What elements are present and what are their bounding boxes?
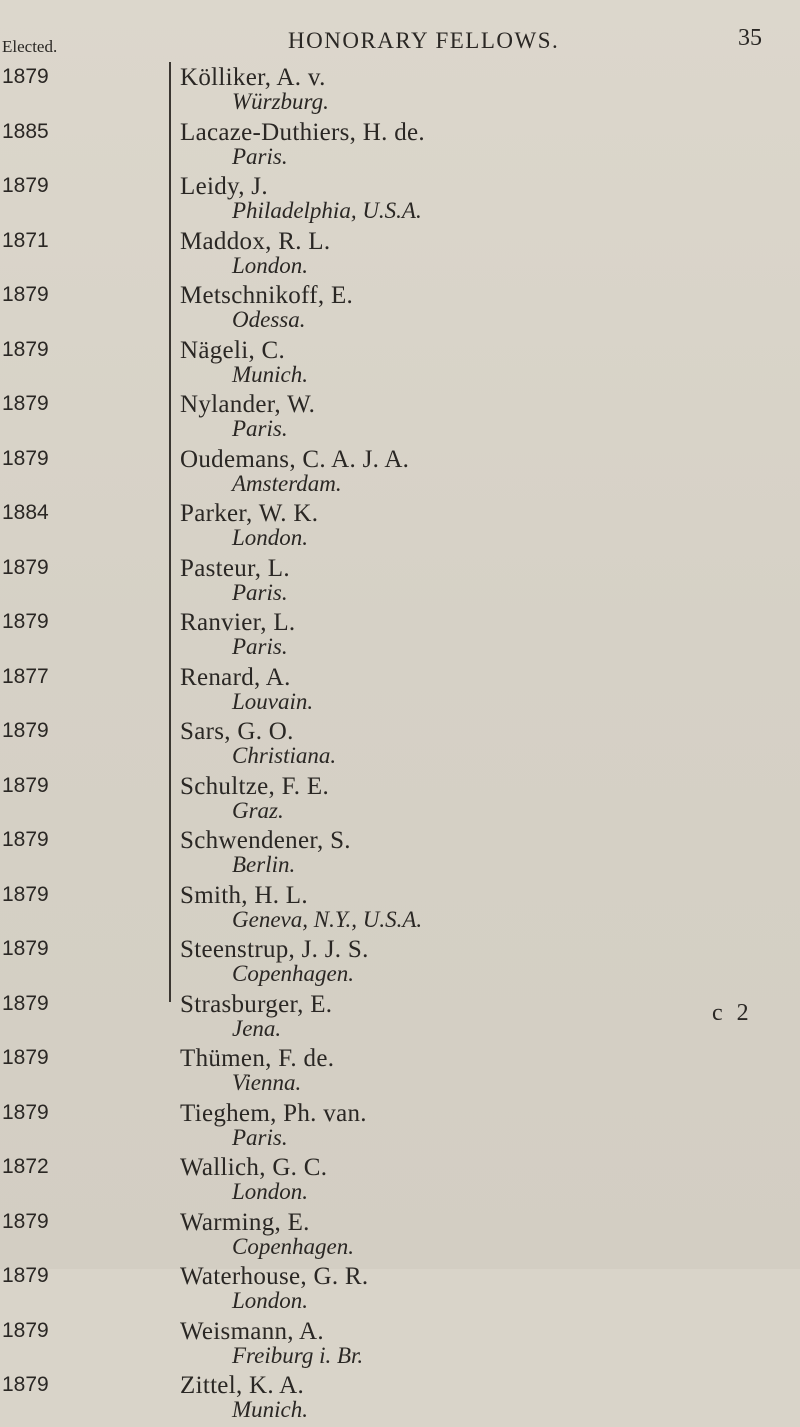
fellow-location: Würzburg. [232,89,329,114]
fellow-location: Paris. [232,634,288,659]
list-item [0,1045,800,1100]
fellow-name: Kölliker, A. v. [180,64,326,91]
election-year: 1879 [2,1046,49,1069]
fellow-location: London. [232,525,309,550]
fellow-name: Weismann, A. [180,1317,324,1345]
election-year: 1884 [2,501,49,524]
election-year: 1879 [2,1209,49,1233]
election-year: 1879 [2,828,49,851]
list-item [0,1318,800,1373]
fellow-location: Berlin. [232,852,296,877]
fellow-name: Thümen, F. de. [180,1045,335,1072]
fellow-location: Odessa. [232,307,306,332]
fellow-location: London. [232,1288,309,1313]
fellow-name: Oudemans, C. A. J. A. [180,445,410,473]
list-item [0,119,800,174]
election-year: 1879 [2,1318,49,1342]
fellow-name: Schultze, F. E. [180,772,330,800]
fellow-name: Nägeli, C. [180,336,286,364]
fellow-name: Ranvier, L. [180,609,296,636]
fellow-location: Freiburg i. Br. [232,1342,364,1368]
fellow-location: Paris. [232,1124,288,1150]
election-year: 1871 [2,228,49,252]
list-item [0,936,800,991]
election-year: 1879 [2,1100,49,1124]
election-year: 1879 [2,283,49,306]
election-year: 1879 [2,1264,49,1287]
fellow-name: Zittel, K. A. [180,1372,305,1399]
fellow-name: Pasteur, L. [180,554,290,582]
list-item [0,337,800,392]
list-item [0,555,800,610]
election-year: 1879 [2,555,49,579]
fellow-name: Metschnikoff, E. [180,282,354,309]
fellow-location: Paris. [232,579,288,605]
election-year: 1877 [2,664,49,688]
list-item [0,991,800,1046]
fellow-location: Munich. [232,1397,309,1422]
fellow-name: Strasburger, E. [180,990,333,1018]
fellow-location: Munich. [232,361,309,387]
election-year: 1879 [2,65,49,88]
list-item [0,773,800,828]
fellow-location: Graz. [232,797,284,823]
fellow-name: Warming, E. [180,1208,310,1236]
fellow-name: Parker, W. K. [180,500,319,527]
fellow-location: Paris. [232,416,288,441]
fellow-name: Wallich, G. C. [180,1154,328,1181]
fellow-name: Nylander, W. [180,391,316,418]
fellow-name: Steenstrup, J. J. S. [180,936,369,963]
list-item [0,1154,800,1209]
election-year: 1879 [2,719,49,742]
list-item [0,718,800,773]
fellow-location: London. [232,252,309,278]
fellow-location: Jena. [232,1015,282,1041]
election-year: 1879 [2,174,49,197]
fellow-location: Vienna. [232,1070,302,1095]
list-item [0,664,800,719]
list-item [0,228,800,283]
fellow-location: London. [232,1179,309,1204]
election-year: 1879 [2,882,49,906]
list-item [0,609,800,664]
election-year: 1879 [2,446,49,470]
list-item [0,882,800,937]
list-item [0,827,800,882]
fellow-name: Waterhouse, G. R. [180,1263,369,1290]
election-year: 1879 [2,937,49,960]
elected-column-label: Elected. [2,37,58,56]
fellow-location: Copenhagen. [232,1233,355,1259]
fellow-name: Smith, H. L. [180,881,308,909]
fellow-name: Schwendener, S. [180,827,351,854]
list-item [0,446,800,501]
election-year: 1879 [2,1373,49,1396]
election-year: 1879 [2,610,49,633]
list-item [0,1372,800,1427]
election-year: 1879 [2,392,49,415]
fellow-name: Lacaze-Duthiers, H. de. [180,118,425,146]
election-year: 1879 [2,337,49,361]
fellow-location: Philadelphia, U.S.A. [232,198,422,223]
election-year: 1885 [2,119,49,143]
list-item [0,64,800,119]
list-item [0,1100,800,1155]
list-item [0,282,800,337]
fellow-location: Christiana. [232,743,337,768]
fellow-name: Sars, G. O. [180,718,294,745]
signature-mark: c 2 [712,1000,753,1026]
fellow-name: Leidy, J. [180,173,268,200]
election-year: 1879 [2,773,49,797]
fellow-name: Tieghem, Ph. van. [180,1099,367,1127]
list-item [0,173,800,228]
fellow-name: Maddox, R. L. [180,227,331,255]
fellow-name: Renard, A. [180,663,291,691]
list-item [0,1263,800,1318]
running-head: HONORARY FELLOWS. [288,28,560,53]
fellow-location: Copenhagen. [232,961,355,986]
fellow-location: Amsterdam. [232,470,342,496]
list-item [0,391,800,446]
fellow-location: Geneva, N.Y., U.S.A. [232,906,423,932]
fellow-location: Louvain. [232,688,314,714]
page-number: 35 [738,25,762,51]
fellows-list [0,64,800,1427]
election-year: 1872 [2,1155,49,1178]
election-year: 1879 [2,991,49,1015]
fellow-location: Paris. [232,143,288,169]
list-item [0,500,800,555]
list-item [0,1209,800,1264]
